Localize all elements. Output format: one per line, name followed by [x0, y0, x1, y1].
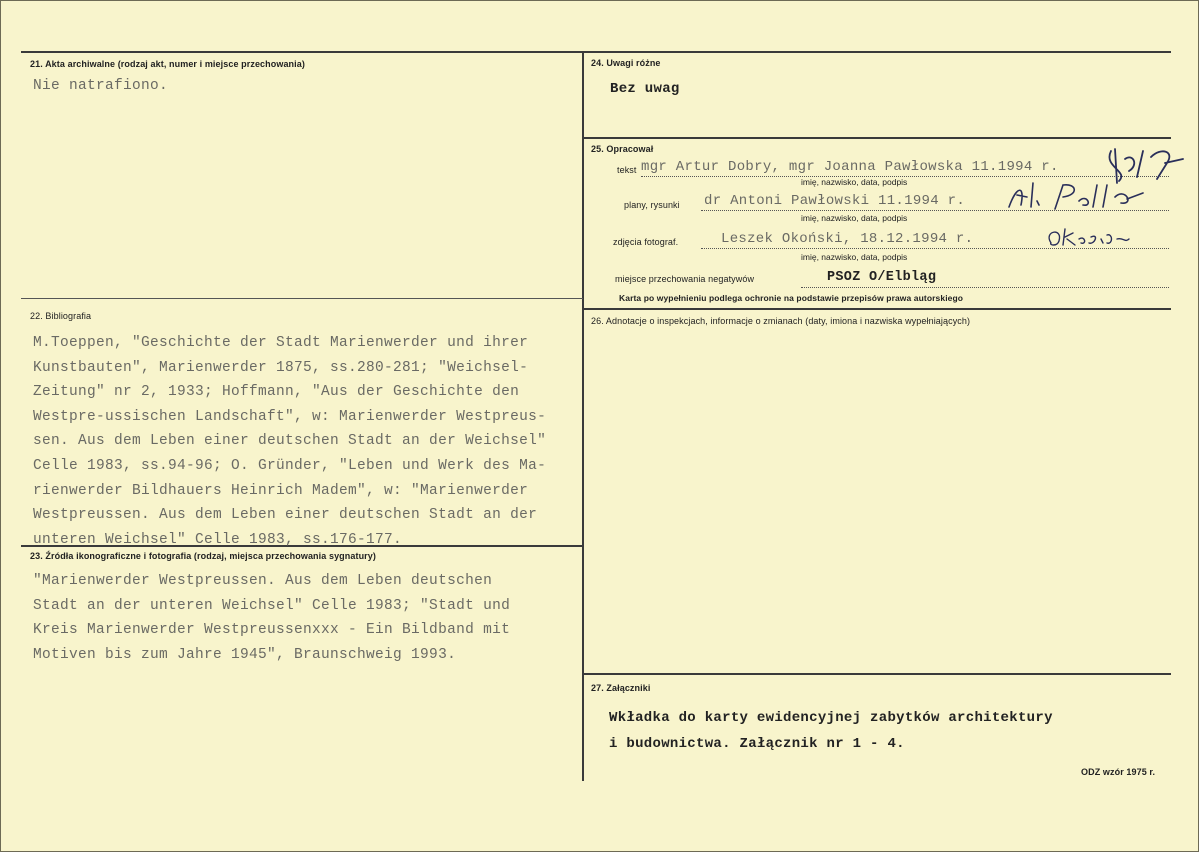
attachments-text: [609, 705, 1053, 757]
plany-caption: imię, nazwisko, data, podpis: [801, 213, 908, 223]
bibliography-line: Zeitung" nr 2, 1933; Hoffmann, "Aus der Geschichte den: [33, 384, 520, 401]
negatywy-value: PSOZ O/Elbląg: [827, 270, 937, 285]
rule-26: [583, 308, 1171, 310]
plany-value: dr Antoni Pawłowski 11.1994 r.: [704, 193, 966, 209]
bibliography-text: [33, 331, 546, 552]
negatywy-dotted-line: [801, 287, 1169, 288]
section-22-label: 22. Bibliografia: [30, 311, 92, 321]
zdjecia-label: zdjęcia fotograf.: [613, 237, 679, 247]
rule-22: [21, 298, 583, 299]
bibliography-line: Kunstbauten", Marienwerder 1875, ss.280-281; "Weichsel-: [33, 359, 529, 376]
column-divider: [582, 51, 584, 781]
signature-plany: [1003, 179, 1153, 215]
iconography-text: [33, 569, 510, 667]
section-21-text: Nie natrafiono.: [33, 78, 169, 94]
section-26-label: 26. Adnotacje o inspekcjach, informacje o zmianach (daty, imiona i nazwiska wypełniających): [591, 316, 971, 326]
bibliography-line: unteren Weichsel" Celle 1983, ss.176-177.: [33, 531, 403, 548]
zdjecia-value: Leszek Okoński, 18.12.1994 r.: [721, 231, 974, 247]
bibliography-line: sen. Aus dem Leben einer deutschen Stadt an der Weichsel": [33, 433, 547, 450]
top-rule: [21, 51, 1171, 53]
tekst-caption: imię, nazwisko, data, podpis: [801, 177, 908, 187]
section-24-label: 24. Uwagi różne: [591, 58, 661, 68]
copyright-notice: Karta po wypełnieniu podlega ochronie na podstawie przepisów prawa autorskiego: [619, 293, 964, 303]
rule-25: [583, 137, 1171, 139]
bibliography-line: M.Toeppen, "Geschichte der Stadt Marienwerder und ihrer: [33, 335, 529, 351]
section-25-label: 25. Opracował: [591, 144, 654, 154]
bibliography-line: Westpre-ussischen Landschaft", w: Marienwerder Westpreus-: [33, 408, 547, 425]
tekst-label: tekst: [617, 165, 637, 175]
signature-zdjecia: [1043, 223, 1133, 253]
form-footer: ODZ wzór 1975 r.: [1081, 767, 1156, 777]
iconography-line: Kreis Marienwerder Westpreussenxxx - Ein Bildband mit: [33, 622, 511, 639]
attachments-line: Wkładka do karty ewidencyjnej zabytków architektury: [609, 710, 1053, 726]
bibliography-line: Westpreussen. Aus dem Leben einer deutschen Stadt an der: [33, 507, 538, 524]
bibliography-line: Celle 1983, ss.94-96; O. Gründer, "Leben und Werk des Ma-: [33, 457, 547, 474]
section-21-label: 21. Akta archiwalne (rodzaj akt, numer i miejsce przechowania): [30, 59, 305, 69]
section-27-label: 27. Załączniki: [591, 683, 651, 693]
plany-label: plany, rysunki: [624, 200, 680, 210]
tekst-value: mgr Artur Dobry, mgr Joanna Pawłowska 11.1994 r.: [641, 159, 1059, 175]
zdjecia-caption: imię, nazwisko, data, podpis: [801, 252, 908, 262]
attachments-line: i budownictwa. Załącznik nr 1 - 4.: [609, 736, 905, 752]
bibliography-line: rienwerder Bildhauers Heinrich Madem", w: "Marienwerder: [33, 482, 529, 499]
rule-27: [583, 673, 1171, 675]
iconography-line: Motiven bis zum Jahre 1945", Braunschweig 1993.: [33, 646, 457, 663]
negatywy-label: miejsce przechowania negatywów: [615, 274, 755, 284]
section-24-text: Bez uwag: [610, 81, 680, 97]
iconography-line: Stadt an der unteren Weichsel" Celle 1983; "Stadt und: [33, 597, 511, 614]
iconography-line: "Marienwerder Westpreussen. Aus dem Leben deutschen: [33, 573, 493, 589]
section-23-label: 23. Źródła ikonograficzne i fotografia (rodzaj, miejsca przechowania sygnatury): [30, 551, 376, 561]
